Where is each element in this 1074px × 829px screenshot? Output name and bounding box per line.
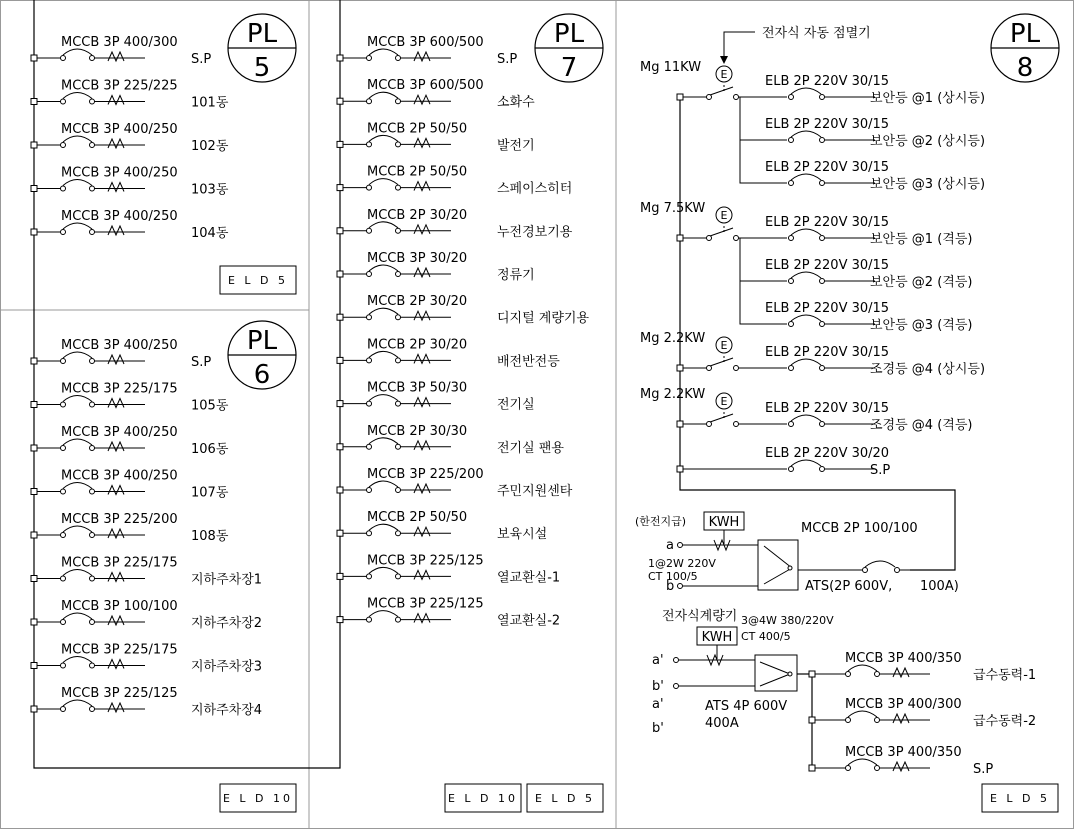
pl7-circuit-6-breaker: MCCB 3P 30/20 xyxy=(367,251,468,266)
pl5-circuit-2-breaker: MCCB 3P 225/225 xyxy=(61,78,178,94)
mccb-symbol xyxy=(822,665,930,677)
pl5-circuit-1-breaker-symbol xyxy=(37,49,145,61)
pl6-circuit-2-node xyxy=(31,402,37,408)
elb-symbol xyxy=(765,315,875,327)
ats1-section xyxy=(635,512,959,594)
pl8-contactor-2 xyxy=(640,201,765,241)
pl6-circuit-2-breaker-symbol xyxy=(37,396,145,408)
pl5-circuit-3-breaker: MCCB 3P 400/250 xyxy=(61,122,178,137)
pl7-circuit-10-load: 전기실 팬용 xyxy=(497,440,564,456)
pl5-circuit-5-breaker: MCCB 3P 400/250 xyxy=(61,209,178,224)
pl6-circuit-7-node xyxy=(31,619,37,625)
elb-load: 보안등 @1 (상시등) xyxy=(870,91,986,106)
pl7-circuit-13 xyxy=(337,553,560,585)
pl6-circuit-4 xyxy=(31,469,229,501)
pl6-circuit-4-breaker: MCCB 3P 400/250 xyxy=(61,468,178,484)
e-icon-glyph: E xyxy=(720,68,728,81)
pl7-circuit-5-breaker: MCCB 2P 30/20 xyxy=(367,207,468,223)
pl5-circuit-3-node xyxy=(31,142,37,148)
pl6-circuit-5-breaker-symbol xyxy=(37,526,145,538)
pl6-circuit-5-node xyxy=(31,532,37,538)
pl7-circuit-12-node xyxy=(337,530,343,536)
pl6-circuit-1 xyxy=(31,338,211,370)
elb-breaker: ELB 2P 220V 30/15 xyxy=(765,258,890,273)
pl7-circuit-9-breaker-symbol xyxy=(343,395,451,407)
pl7-circuit-12-breaker: MCCB 2P 50/50 xyxy=(367,510,468,526)
pl7-circuit-12 xyxy=(337,510,547,542)
pl6-circuit-5-load: 108동 xyxy=(191,529,229,544)
pl8-badge xyxy=(991,14,1059,83)
elb-load: 보안등 @3 (상시등) xyxy=(870,177,986,192)
pl5-circuit-5-breaker-symbol xyxy=(37,223,145,235)
pl7-circuit-5-load: 누전경보기용 xyxy=(497,224,573,240)
pl6-circuit-9-breaker-symbol xyxy=(37,700,145,712)
pl6-circuit-6-breaker: MCCB 3P 225/175 xyxy=(61,555,178,571)
pl6-circuit-8 xyxy=(31,643,262,675)
ats2-load: S.P xyxy=(973,762,994,777)
pl5-circuit-3-load: 102동 xyxy=(191,139,229,154)
pl6-circuit-3 xyxy=(31,425,229,457)
svg-text:E L D 5: E L D 5 xyxy=(534,792,596,805)
contactor-node xyxy=(677,365,683,371)
pl8-elb-circuit-5 xyxy=(765,258,972,290)
pl7-circuit-6 xyxy=(337,251,535,283)
elb-breaker: ELB 2P 220V 30/15 xyxy=(765,160,890,175)
pl5-circuit-4-load: 103동 xyxy=(191,182,229,198)
elb-breaker: ELB 2P 220V 30/15 xyxy=(765,215,890,230)
pl7-circuit-11-breaker-symbol xyxy=(343,481,451,493)
pl7-circuit-4 xyxy=(337,165,572,197)
pl6-circuit-9-load: 지하주차장4 xyxy=(191,703,263,718)
pl6-circuit-1-breaker-symbol xyxy=(37,352,145,364)
pl5-circuit-2-load: 101동 xyxy=(191,95,229,111)
pl5-circuit-5-node xyxy=(31,229,37,235)
pl8-elb-circuit-8 xyxy=(765,401,972,433)
pl6-circuit-7-breaker: MCCB 3P 100/100 xyxy=(61,599,178,614)
pl6-circuit-5-breaker: MCCB 3P 225/200 xyxy=(61,512,178,527)
pl7-circuit-7-load: 디지털 계량기용 xyxy=(497,311,590,327)
pl5-circuit-2-breaker-symbol xyxy=(37,93,145,105)
pl7-circuit-3-node xyxy=(337,141,343,147)
pl7-badge xyxy=(535,14,603,83)
pl5-circuit-2-node xyxy=(31,99,37,105)
svg-text:a': a' xyxy=(652,697,664,712)
elb-load: S.P xyxy=(870,463,891,478)
pl5-circuit-1-node xyxy=(31,55,37,61)
pl7-circuit-9 xyxy=(337,381,535,413)
pl6-circuit-3-load: 106동 xyxy=(191,442,229,457)
pl7-circuit-10 xyxy=(337,424,564,456)
pl6-circuit-6 xyxy=(31,556,262,588)
elb-symbol xyxy=(765,229,875,241)
pl6-circuit-8-breaker-symbol xyxy=(37,657,145,669)
pl7-circuit-11-node xyxy=(337,487,343,493)
pl5-circuit-3-breaker-symbol xyxy=(37,136,145,148)
pl7-circuit-5-node xyxy=(337,228,343,234)
pl5-badge xyxy=(228,14,296,83)
pl5-circuit-4-breaker-symbol xyxy=(37,180,145,192)
pl7-circuit-11-breaker: MCCB 3P 225/200 xyxy=(367,467,484,482)
elb-load: 조경등 @4 (격등) xyxy=(870,418,973,433)
elb-load: 보안등 @2 (격등) xyxy=(870,275,973,290)
contactor-label: Mg 7.5KW xyxy=(640,201,706,216)
pl7-circuit-8-breaker: MCCB 2P 30/20 xyxy=(367,337,468,353)
svg-text:3@4W 380/220V: 3@4W 380/220V xyxy=(741,614,834,627)
elb-symbol xyxy=(765,359,875,371)
pl8-elb-circuit-2 xyxy=(765,117,985,149)
pl7-circuit-2-breaker: MCCB 3P 600/500 xyxy=(367,78,484,94)
pl8-elb-circuit-1 xyxy=(765,74,985,106)
pl6-circuit-9-node xyxy=(31,706,37,712)
elb-symbol xyxy=(765,88,875,100)
pl7-eld-box-b xyxy=(527,784,603,812)
pl6-circuit-1-breaker: MCCB 3P 400/250 xyxy=(61,338,178,353)
pl7-circuit-4-breaker: MCCB 2P 50/50 xyxy=(367,164,468,180)
pl8-elb-circuit-6 xyxy=(765,301,972,333)
pl6-circuit-7-load: 지하주차장2 xyxy=(191,616,263,631)
contactor-label: Mg 2.2KW xyxy=(640,387,706,402)
pl6-circuit-2-breaker: MCCB 3P 225/175 xyxy=(61,381,178,397)
svg-text:a': a' xyxy=(652,653,664,668)
svg-text:(한전지급): (한전지급) xyxy=(635,515,687,528)
ats2-circuit-1 xyxy=(809,651,1036,683)
pl7-circuit-7 xyxy=(337,294,589,326)
elb-symbol xyxy=(765,272,875,284)
elb-load: 조경등 @4 (상시등) xyxy=(870,362,986,377)
svg-text:MCCB 2P 100/100: MCCB 2P 100/100 xyxy=(801,521,918,536)
pl6-circuit-2-load: 105동 xyxy=(191,398,229,414)
pl5-circuit-2 xyxy=(31,79,229,111)
pl6-circuit-7 xyxy=(31,599,262,631)
pl7-circuit-10-breaker: MCCB 2P 30/30 xyxy=(367,423,468,439)
contactor-node xyxy=(677,94,683,100)
contactor-node xyxy=(677,235,683,241)
pl6-eld-box xyxy=(220,784,296,812)
pl7-circuit-3 xyxy=(337,121,535,153)
ats2-section xyxy=(652,608,1036,777)
e-icon-glyph: E xyxy=(720,209,728,222)
contactor-label: Mg 2.2KW xyxy=(640,331,706,346)
svg-text:PL: PL xyxy=(1009,19,1041,49)
pl7-circuit-14-breaker: MCCB 3P 225/125 xyxy=(367,596,484,612)
pl6-circuit-5 xyxy=(31,512,229,544)
svg-text:5: 5 xyxy=(253,53,271,83)
pl7-circuit-1-breaker-symbol xyxy=(343,49,451,61)
elb-breaker: ELB 2P 220V 30/15 xyxy=(765,345,890,360)
mccb-symbol xyxy=(822,759,930,771)
pl7-circuit-9-load: 전기실 xyxy=(497,397,535,413)
pl6-circuit-3-node xyxy=(31,445,37,451)
panel-pl6 xyxy=(31,321,296,812)
ats2-breaker: MCCB 3P 400/350 xyxy=(845,745,962,760)
mccb-symbol xyxy=(822,711,930,723)
pl6-circuit-9 xyxy=(31,686,262,718)
pl7-circuit-6-node xyxy=(337,271,343,277)
pl7-circuit-7-breaker-symbol xyxy=(343,308,451,320)
pl6-circuit-1-load: S.P xyxy=(191,355,212,370)
pl7-circuit-4-breaker-symbol xyxy=(343,179,451,191)
pl7-circuit-1-breaker: MCCB 3P 600/500 xyxy=(367,35,484,50)
svg-text:ATS(2P 600V,: ATS(2P 600V, xyxy=(805,579,893,594)
e-icon-glyph: E xyxy=(720,395,728,408)
elb-breaker: ELB 2P 220V 30/15 xyxy=(765,74,890,89)
pl7-circuit-13-load: 열교환실-1 xyxy=(497,570,561,586)
elb-breaker: ELB 2P 220V 30/15 xyxy=(765,117,890,132)
pl7-circuit-2 xyxy=(337,78,535,110)
pl8-contactor-1 xyxy=(640,60,765,100)
pl6-circuit-4-breaker-symbol xyxy=(37,483,145,495)
pl5-eld-box xyxy=(220,266,296,294)
svg-text:CT 100/5: CT 100/5 xyxy=(648,570,698,583)
svg-text:400A: 400A xyxy=(705,716,739,731)
pl7-circuit-7-breaker: MCCB 2P 30/20 xyxy=(367,294,468,310)
pl7-circuit-8-node xyxy=(337,357,343,363)
pl7-circuit-7-node xyxy=(337,314,343,320)
pl8-elb-circuit-4 xyxy=(765,215,972,247)
ats2-circuit-3 xyxy=(809,745,993,777)
pl7-circuit-12-breaker-symbol xyxy=(343,524,451,536)
pl8-elb-circuit-7 xyxy=(765,345,985,377)
pl7-circuit-13-breaker: MCCB 3P 225/125 xyxy=(367,553,484,569)
pl5-circuit-1-load: S.P xyxy=(191,52,212,67)
pl6-badge xyxy=(228,321,296,390)
svg-text:E L D 10: E L D 10 xyxy=(447,792,519,805)
pl7-circuit-14-breaker-symbol xyxy=(343,611,451,623)
pl7-circuit-4-node xyxy=(337,185,343,191)
pl6-circuit-2 xyxy=(31,382,229,414)
elb-breaker: ELB 2P 220V 30/15 xyxy=(765,301,890,316)
pl7-circuit-3-breaker-symbol xyxy=(343,135,451,147)
pl5-circuit-3 xyxy=(31,122,229,154)
elb-load: 보안등 @3 (격등) xyxy=(870,318,973,333)
pl7-circuit-13-node xyxy=(337,573,343,579)
pl6-circuit-6-node xyxy=(31,576,37,582)
pl5-circuit-4-node xyxy=(31,186,37,192)
pl7-eld-box-a xyxy=(445,784,521,812)
pl7-circuit-2-breaker-symbol xyxy=(343,92,451,104)
panel-pl5 xyxy=(31,14,296,294)
pl6-circuit-6-load: 지하주차장1 xyxy=(191,572,263,588)
elb-symbol xyxy=(765,174,875,186)
pl8-elb-circuit-9 xyxy=(765,446,890,478)
pl6-circuit-8-breaker: MCCB 3P 225/175 xyxy=(61,642,178,658)
pl7-circuit-10-node xyxy=(337,444,343,450)
contactor-node xyxy=(677,421,683,427)
ats2-breaker: MCCB 3P 400/350 xyxy=(845,651,962,666)
panel-pl7 xyxy=(337,14,603,812)
svg-text:7: 7 xyxy=(560,53,578,83)
pl5-circuit-1-breaker: MCCB 3P 400/300 xyxy=(61,35,178,50)
pl8-contactor-3 xyxy=(640,331,765,371)
pl7-circuit-3-breaker: MCCB 2P 50/50 xyxy=(367,121,468,137)
pl7-circuit-6-load: 정류기 xyxy=(497,268,535,283)
svg-text:b: b xyxy=(666,579,675,594)
panel-pl8 xyxy=(635,14,1059,812)
pl7-circuit-5 xyxy=(337,208,573,240)
pl7-circuit-5-breaker-symbol xyxy=(343,222,451,234)
pl7-circuit-1 xyxy=(337,35,517,67)
pl7-circuit-11-load: 주민지원센타 xyxy=(497,484,573,499)
svg-text:a: a xyxy=(666,538,674,553)
pl7-circuit-2-node xyxy=(337,98,343,104)
svg-text:PL: PL xyxy=(246,19,278,49)
pl7-circuit-4-load: 스페이스히터 xyxy=(497,181,573,197)
elb-symbol xyxy=(765,460,875,472)
svg-text:KWH: KWH xyxy=(708,515,740,530)
elb-symbol xyxy=(765,131,875,143)
pl5-circuit-5-load: 104동 xyxy=(191,226,229,241)
svg-text:E L D 5: E L D 5 xyxy=(227,274,289,287)
pl7-circuit-8-breaker-symbol xyxy=(343,351,451,363)
pl7-circuit-1-load: S.P xyxy=(497,52,518,67)
pl5-circuit-5 xyxy=(31,209,229,241)
svg-text:E L D 5: E L D 5 xyxy=(989,792,1051,805)
elb-load: 보안등 @1 (격등) xyxy=(870,232,973,247)
pl6-circuit-8-load: 지하주차장3 xyxy=(191,659,263,675)
svg-text:b': b' xyxy=(652,679,664,694)
pl7-circuit-2-load: 소화수 xyxy=(497,95,535,111)
pl8-contactor-4 xyxy=(640,387,765,427)
svg-text:전자식 자동 점멸기: 전자식 자동 점멸기 xyxy=(762,26,871,41)
ats2-load: 급수동력-2 xyxy=(973,714,1037,729)
pl7-circuit-9-node xyxy=(337,401,343,407)
pl7-circuit-14-node xyxy=(337,617,343,623)
pl6-circuit-3-breaker-symbol xyxy=(37,439,145,451)
pl7-circuit-9-breaker: MCCB 3P 50/30 xyxy=(367,380,468,396)
elb-breaker: ELB 2P 220V 30/20 xyxy=(765,446,890,461)
elb-load: 보안등 @2 (상시등) xyxy=(870,134,986,149)
pl6-circuit-4-load: 107동 xyxy=(191,485,229,501)
pl7-circuit-12-load: 보육시설 xyxy=(497,527,548,543)
ats2-circuit-2 xyxy=(809,697,1036,729)
pl6-circuit-1-node xyxy=(31,358,37,364)
svg-text:1@2W 220V: 1@2W 220V xyxy=(648,557,716,570)
e-icon-glyph: E xyxy=(720,339,728,352)
svg-text:E L D 10: E L D 10 xyxy=(222,792,294,805)
pl6-circuit-8-node xyxy=(31,663,37,669)
pl7-circuit-14 xyxy=(337,597,560,629)
pl5-circuit-1 xyxy=(31,35,211,67)
pl6-circuit-4-node xyxy=(31,489,37,495)
svg-text:PL: PL xyxy=(553,19,585,49)
svg-text:100A): 100A) xyxy=(920,579,959,594)
pl7-circuit-3-load: 발전기 xyxy=(497,138,535,154)
pl5-circuit-4 xyxy=(31,166,229,198)
ats2-load: 급수동력-1 xyxy=(973,668,1037,683)
pl7-circuit-11 xyxy=(337,467,573,499)
pl7-circuit-14-load: 열교환실-2 xyxy=(497,613,561,629)
pl8-elb-circuit-3 xyxy=(765,160,985,192)
pl5-circuit-4-breaker: MCCB 3P 400/250 xyxy=(61,165,178,181)
svg-text:8: 8 xyxy=(1016,53,1034,83)
pl6-circuit-3-breaker: MCCB 3P 400/250 xyxy=(61,425,178,440)
pl7-circuit-13-breaker-symbol xyxy=(343,567,451,579)
svg-text:b': b' xyxy=(652,721,664,736)
pl7-circuit-8 xyxy=(337,337,560,369)
pl6-circuit-6-breaker-symbol xyxy=(37,570,145,582)
svg-text:CT 400/5: CT 400/5 xyxy=(741,630,791,643)
svg-text:전자식계량기: 전자식계량기 xyxy=(662,609,738,624)
contactor-label: Mg 11KW xyxy=(640,60,702,75)
pl6-circuit-9-breaker: MCCB 3P 225/125 xyxy=(61,686,178,701)
ats2-breaker: MCCB 3P 400/300 xyxy=(845,697,962,712)
pl7-circuit-6-breaker-symbol xyxy=(343,265,451,277)
pl7-circuit-8-load: 배전반전등 xyxy=(497,354,560,370)
pl8-eld-box xyxy=(982,784,1058,812)
svg-text:PL: PL xyxy=(246,326,278,356)
elb-symbol xyxy=(765,415,875,427)
svg-text:6: 6 xyxy=(253,360,271,390)
timer-callout xyxy=(720,25,871,64)
svg-text:KWH: KWH xyxy=(701,630,733,645)
svg-text:ATS 4P 600V: ATS 4P 600V xyxy=(705,699,788,714)
pl7-circuit-1-node xyxy=(337,55,343,61)
pl6-circuit-7-breaker-symbol xyxy=(37,613,145,625)
elb-breaker: ELB 2P 220V 30/15 xyxy=(765,401,890,416)
pl7-circuit-10-breaker-symbol xyxy=(343,438,451,450)
